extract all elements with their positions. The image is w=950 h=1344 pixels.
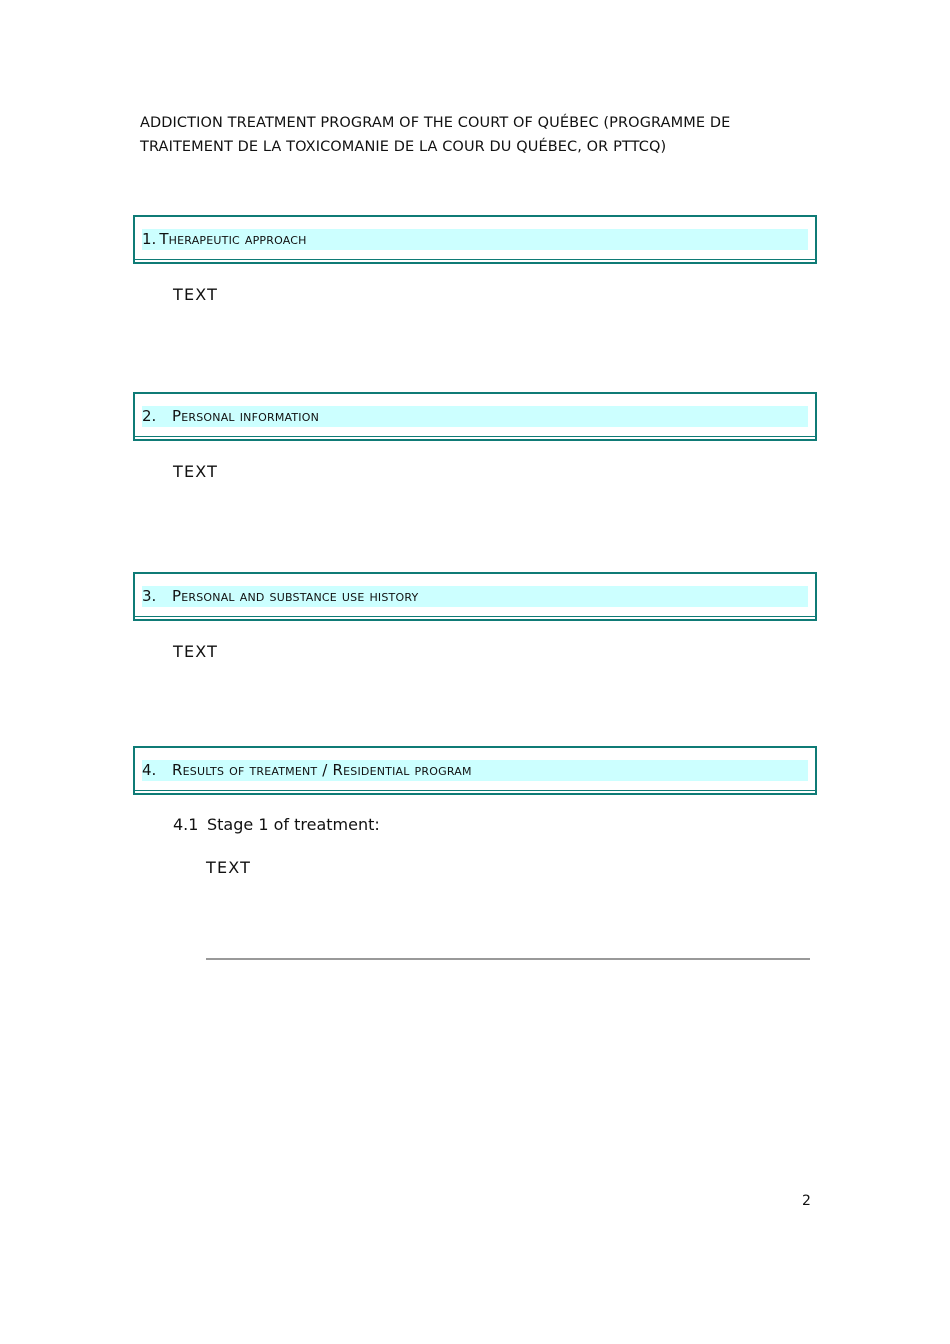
section-2-heading bbox=[142, 406, 808, 427]
section-1-heading bbox=[142, 229, 808, 250]
section-2-box bbox=[133, 392, 817, 441]
subsection-4-1-number: 4.1 bbox=[173, 815, 199, 834]
subsection-4-1-label: Stage 1 of treatment: bbox=[207, 815, 380, 834]
section-3-number: 3. bbox=[142, 587, 157, 605]
section-3-label: Personal and substance use history bbox=[172, 587, 419, 605]
section-1-number: 1. bbox=[142, 230, 157, 248]
document-title: ADDICTION TREATMENT PROGRAM OF THE COURT OF QUÉBEC (PROGRAMME DE TRAITEMENT DE LA TOXICOMANIE DE LA COUR DU QUÉBEC, OR PTTCQ) bbox=[140, 115, 731, 155]
section-4-label: Results of treatment / Residential program bbox=[172, 761, 472, 779]
section-4-heading bbox=[142, 760, 808, 781]
subsection-4-1-heading bbox=[173, 815, 380, 834]
section-3-box bbox=[133, 572, 817, 621]
section-3-body: TEXT bbox=[173, 642, 219, 661]
section-4-box bbox=[133, 746, 817, 795]
section-4-number: 4. bbox=[142, 761, 157, 779]
section-1-box bbox=[133, 215, 817, 264]
section-2-label: Personal information bbox=[172, 407, 320, 425]
section-3-heading bbox=[142, 586, 808, 607]
page-number: 2 bbox=[802, 1193, 811, 1209]
section-1-label: Therapeutic approach bbox=[159, 230, 307, 248]
subsection-4-1-body: TEXT bbox=[206, 858, 252, 877]
section-1-body: TEXT bbox=[173, 285, 219, 304]
section-2-body: TEXT bbox=[173, 462, 219, 481]
horizontal-rule bbox=[206, 958, 810, 960]
section-2-number: 2. bbox=[142, 407, 157, 425]
